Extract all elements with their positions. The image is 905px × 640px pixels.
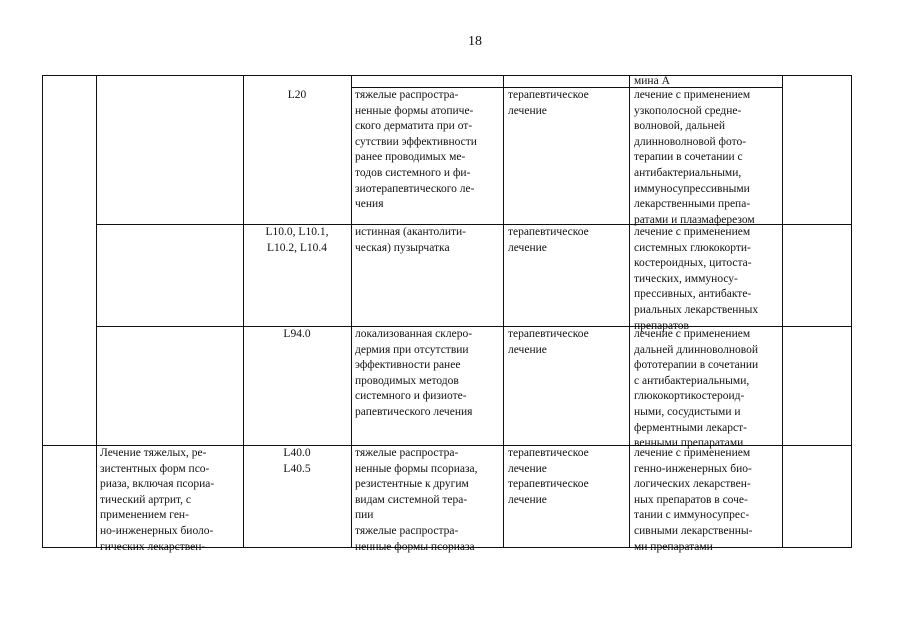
icd-code: L40.0 L40.5 xyxy=(283,447,311,475)
icd-code: L94.0 xyxy=(283,328,311,340)
care-profile: Лечение тяжелых, ре- зистентных форм псо- риаза, включая псориа- тический артрит, с применением ген- но-инженерных биоло- гических лекарствен- xyxy=(100,447,215,553)
treatment-type: терапевтическое лечение xyxy=(508,89,589,117)
icd-code: L20 xyxy=(287,89,307,101)
column-divider xyxy=(503,75,504,548)
table-right-border xyxy=(851,75,852,548)
method-continuation: мина А xyxy=(634,75,670,87)
column-divider xyxy=(351,75,352,548)
column-divider xyxy=(629,75,630,548)
column-divider xyxy=(782,75,783,548)
treatment-method: лечение с применением системных глюкокорти- костероидных, цитоста- тических, иммуносу- прессивных, антибакте- риальных лекарственных препаратов xyxy=(634,226,759,332)
treatment-method: лечение с применением узкополосной средне- волновой, дальней длинноволновой фото- терапии в сочетании с антибактериальными, иммуносупрессивными лекарственными препа- ратами и плазмаферезом xyxy=(634,89,755,226)
table-top-border xyxy=(42,75,852,76)
treatment-table xyxy=(42,75,853,553)
treatment-type: терапевтическое лечение xyxy=(508,328,589,356)
treatment-type: терапевтическое лечение терапевтическое лечение xyxy=(508,447,589,506)
disease-description: тяжелые распростра- ненные формы псориаза, резистентные к другим видам системной тера- пии тяжелые распростра- ненные формы псориаза xyxy=(355,447,478,553)
treatment-type: терапевтическое лечение xyxy=(508,226,589,254)
icd-code: L10.0, L10.1, L10.2, L10.4 xyxy=(265,226,329,254)
treatment-method: лечение с применением дальней длинноволновой фототерапии в сочетании с антибактериальными, глюкокортикостероид- ными, сосудистыми и ферментными лекарст- венными препаратами xyxy=(634,328,759,450)
column-divider xyxy=(96,75,97,548)
disease-description: локализованная склеро- дермия при отсутствии эффективности ранее проводимых методов системного и физиоте- рапевтического лечения xyxy=(355,328,473,418)
column-divider xyxy=(42,75,43,548)
disease-description: истинная (акантолити- ческая) пузырчатка xyxy=(355,226,466,254)
treatment-method: лечение с применением генно-инженерных био- логических лекарствен- ных препаратов в соче- тании с иммуносупрес- сивными лекарственны- ми препаратами xyxy=(634,447,753,553)
disease-description: тяжелые распростра- ненные формы атопиче- ского дерматита при от- сутствии эффективности ранее проводимых ме- тодов системного и фи- зиотерапевтического ле- чения xyxy=(355,89,477,211)
page-number: 18 xyxy=(468,34,482,49)
